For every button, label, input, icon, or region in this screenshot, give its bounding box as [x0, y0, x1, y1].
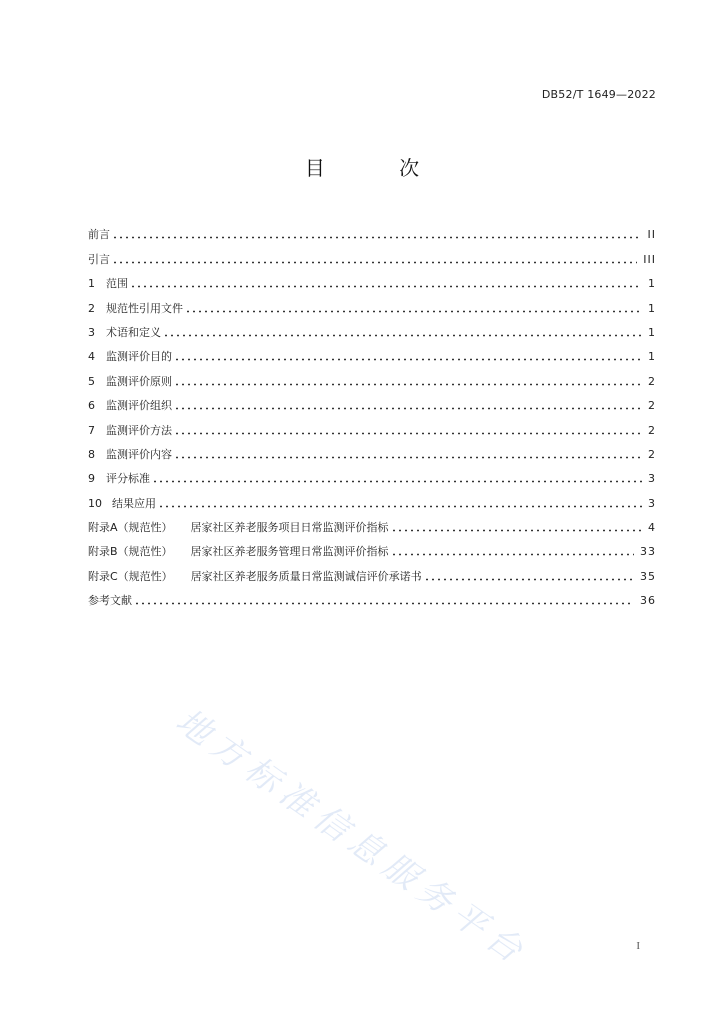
toc-entry-label: 监测评价目的: [106, 350, 172, 364]
toc-entry-number: 4: [88, 350, 95, 364]
toc-entry-label: 监测评价内容: [106, 447, 172, 461]
appendix-prefix: 附录C（规范性）: [88, 569, 173, 583]
toc-page-number: 33: [640, 545, 656, 559]
toc-leader-dots: [130, 285, 642, 288]
toc-page-number: 2: [648, 447, 656, 461]
toc-entry-7[interactable]: [88, 413, 656, 437]
toc-page-number: 2: [648, 374, 656, 388]
appendix-prefix: 附录A（规范性）: [88, 521, 173, 535]
toc-page-number: 1: [648, 277, 656, 291]
toc-entry-number: 9: [88, 472, 95, 486]
toc-entry-foreword[interactable]: [88, 218, 656, 242]
toc-leader-dots: [112, 236, 642, 239]
toc-leader-dots: [158, 505, 642, 508]
toc-leader-dots: [391, 553, 634, 556]
appendix-title: 居家社区养老服务质量日常监测诚信评价承诺书: [190, 569, 422, 583]
toc-entry-appendix-c[interactable]: [88, 559, 656, 583]
toc-entry-number: 8: [88, 447, 95, 461]
toc-page-number: II: [647, 228, 656, 242]
toc-entry-number: 6: [88, 399, 95, 413]
toc-entry-label: 引言: [88, 252, 110, 266]
toc-leader-dots: [134, 602, 634, 605]
toc-entry-number: 1: [88, 277, 95, 291]
toc-entry-label: 结果应用: [112, 496, 156, 510]
toc-entry-3[interactable]: [88, 316, 656, 340]
toc-entry-10[interactable]: [88, 486, 656, 510]
toc-entry-label: [88, 545, 389, 559]
toc-entry-references[interactable]: [88, 584, 656, 608]
toc-entry-9[interactable]: [88, 462, 656, 486]
toc-page-number: III: [643, 252, 656, 266]
toc-entry-label: [88, 570, 422, 584]
toc-page-number: 1: [648, 301, 656, 315]
toc-leader-dots: [174, 383, 642, 386]
toc-entry-label: 评分标准: [106, 472, 150, 486]
toc-entry-number: 5: [88, 374, 95, 388]
toc-page-number: 2: [648, 399, 656, 413]
toc-leader-dots: [174, 432, 642, 435]
toc-page-number: 3: [648, 472, 656, 486]
toc-entry-label: 术语和定义: [106, 325, 161, 339]
toc-page-number: 35: [640, 569, 656, 583]
toc-leader-dots: [185, 310, 642, 313]
toc-entry-2[interactable]: [88, 291, 656, 315]
toc-leader-dots: [174, 407, 642, 410]
toc-entry-number: 10: [88, 496, 102, 510]
table-of-contents: [88, 218, 656, 608]
toc-entry-5[interactable]: [88, 364, 656, 388]
appendix-title: 居家社区养老服务项目日常监测评价指标: [190, 521, 389, 535]
toc-entry-number: 7: [88, 423, 95, 437]
toc-entry-label: 监测评价原则: [106, 374, 172, 388]
toc-leader-dots: [163, 334, 642, 337]
toc-entry-number: 3: [88, 325, 95, 339]
toc-entry-label: 监测评价组织: [106, 399, 172, 413]
footer-page-number: I: [636, 940, 640, 952]
standard-code: DB52/T 1649—2022: [541, 88, 656, 101]
toc-leader-dots: [391, 529, 642, 532]
toc-page-number: 2: [648, 423, 656, 437]
toc-entry-8[interactable]: [88, 438, 656, 462]
toc-entry-appendix-b[interactable]: [88, 535, 656, 559]
toc-entry-label: 规范性引用文件: [106, 301, 183, 315]
watermark: 地方标准信息服务平台: [168, 700, 536, 975]
toc-page-number: 4: [648, 521, 656, 535]
toc-leader-dots: [174, 456, 642, 459]
appendix-prefix: 附录B（规范性）: [88, 545, 173, 559]
appendix-title: 居家社区养老服务管理日常监测评价指标: [190, 545, 389, 559]
toc-leader-dots: [112, 261, 637, 264]
page-title: 目 次: [304, 156, 454, 180]
toc-entry-4[interactable]: [88, 340, 656, 364]
toc-page-number: 1: [648, 350, 656, 364]
toc-entry-introduction[interactable]: [88, 242, 656, 266]
toc-entry-label: 前言: [88, 228, 110, 242]
toc-page-number: 36: [640, 594, 656, 608]
toc-leader-dots: [174, 358, 642, 361]
toc-entry-appendix-a[interactable]: [88, 511, 656, 535]
toc-entry-label: 范围: [106, 277, 128, 291]
toc-leader-dots: [424, 578, 634, 581]
toc-entry-label: 参考文献: [88, 594, 132, 608]
toc-entry-label: 监测评价方法: [106, 423, 172, 437]
toc-entry-6[interactable]: [88, 389, 656, 413]
toc-entry-number: 2: [88, 301, 95, 315]
toc-leader-dots: [152, 480, 642, 483]
toc-page-number: 1: [648, 325, 656, 339]
toc-entry-1[interactable]: [88, 267, 656, 291]
toc-page-number: 3: [648, 496, 656, 510]
toc-entry-label: [88, 521, 389, 535]
